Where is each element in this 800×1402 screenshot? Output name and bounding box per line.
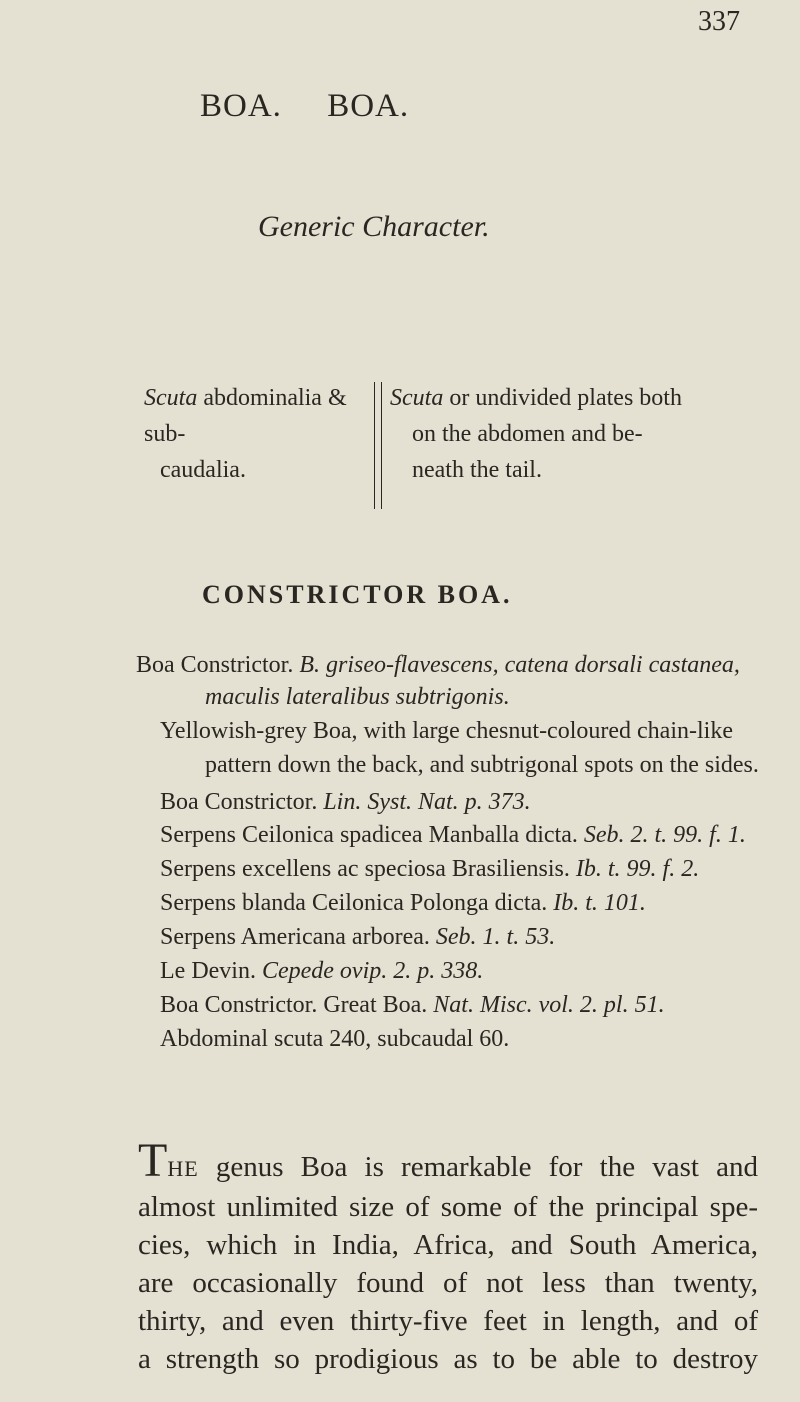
synonymy-lead: Serpens Americana arborea. — [160, 924, 430, 950]
small-caps: HE — [167, 1156, 199, 1181]
synonymy-reference: Seb. 2. t. 99. f. 1. — [583, 822, 746, 848]
double-rule-divider — [374, 382, 382, 509]
synonymy-reference: pattern down the back, and subtrigonal spots on the sides. — [205, 752, 759, 778]
synonymy-lead: Yellowish-grey Boa, with large chesnut-coloured chain-like — [160, 718, 733, 744]
synonymy-lead: Boa Constrictor. — [160, 789, 318, 815]
synonymy-lead: Boa Constrictor. Great Boa. — [160, 992, 428, 1018]
synonymy-reference: B. griseo-flavescens, catena dorsali castanea, — [299, 652, 740, 678]
body-line: a strength so prodigious as to be able to destroy — [138, 1343, 758, 1375]
body-line: cies, which in India, Africa, and South America, — [138, 1229, 758, 1261]
body-line: almost unlimited size of some of the principal spe- — [138, 1191, 758, 1223]
generic-character-english — [390, 380, 735, 488]
body-paragraph — [138, 1134, 758, 1378]
synonymy-line — [160, 818, 750, 852]
synonymy-line — [160, 988, 750, 1022]
synonymy-lead: Serpens excellens ac speciosa Brasiliensis. — [160, 856, 570, 882]
drop-cap: T — [138, 1134, 168, 1187]
synonymy-lead: Serpens blanda Ceilonica Polonga dicta. — [160, 890, 548, 916]
synonymy-reference: Seb. 1. t. 53. — [435, 924, 556, 950]
synonymy-reference: maculis lateralibus subtrigonis. — [205, 684, 510, 710]
synonymy-reference: Cepede ovip. 2. p. 338. — [261, 958, 484, 984]
running-head-left: BOA. — [200, 88, 282, 124]
synonymy-line — [160, 714, 750, 748]
synonymy-reference: Nat. Misc. vol. 2. pl. 51. — [433, 992, 665, 1018]
synonymy-lead: Le Devin. — [160, 958, 256, 984]
synonymy-lead: Serpens Ceilonica spadicea Manballa dicta. — [160, 822, 578, 848]
latin-line-2: caudalia. — [160, 457, 246, 483]
synonymy-lead: Boa Constrictor. — [136, 652, 294, 678]
generic-character-latin — [144, 380, 369, 488]
running-head — [200, 88, 445, 125]
body-line: are occasionally found of not less than twenty, — [138, 1267, 758, 1299]
synonymy-line — [160, 1022, 750, 1056]
synonymy-line — [160, 785, 750, 819]
synonymy-reference: Lin. Syst. Nat. p. 373. — [323, 789, 531, 815]
species-heading: CONSTRICTOR BOA. — [202, 580, 513, 609]
synonymy-line — [160, 920, 750, 954]
synonymy-line — [160, 954, 750, 988]
synonymy-lead: Abdominal scuta 240, subcaudal 60. — [160, 1026, 510, 1052]
body-line-first — [138, 1134, 758, 1188]
synonymy-line — [160, 680, 750, 714]
page-number: 337 — [698, 6, 740, 37]
synonymy-line — [136, 648, 740, 682]
synonymy-reference: Ib. t. 99. f. 2. — [575, 856, 700, 882]
body-line: thirty, and even thirty-five feet in length, and of — [138, 1305, 758, 1337]
synonymy-reference: Ib. t. 101. — [553, 890, 646, 916]
running-head-right: BOA. — [327, 88, 410, 124]
english-line-3: neath the tail. — [412, 457, 542, 483]
english-line-1: Scuta or undivided plates both — [390, 385, 682, 411]
synonymy-line — [160, 886, 750, 920]
latin-line-1: Scuta abdominalia & sub- — [144, 385, 347, 447]
english-line-2: on the abdomen and be- — [412, 421, 643, 447]
generic-character-heading: Generic Character. — [258, 210, 490, 243]
synonymy-line — [160, 748, 759, 782]
synonymy-line — [160, 852, 750, 886]
body-line-text: genus Boa is remarkable for the vast and — [198, 1151, 758, 1183]
